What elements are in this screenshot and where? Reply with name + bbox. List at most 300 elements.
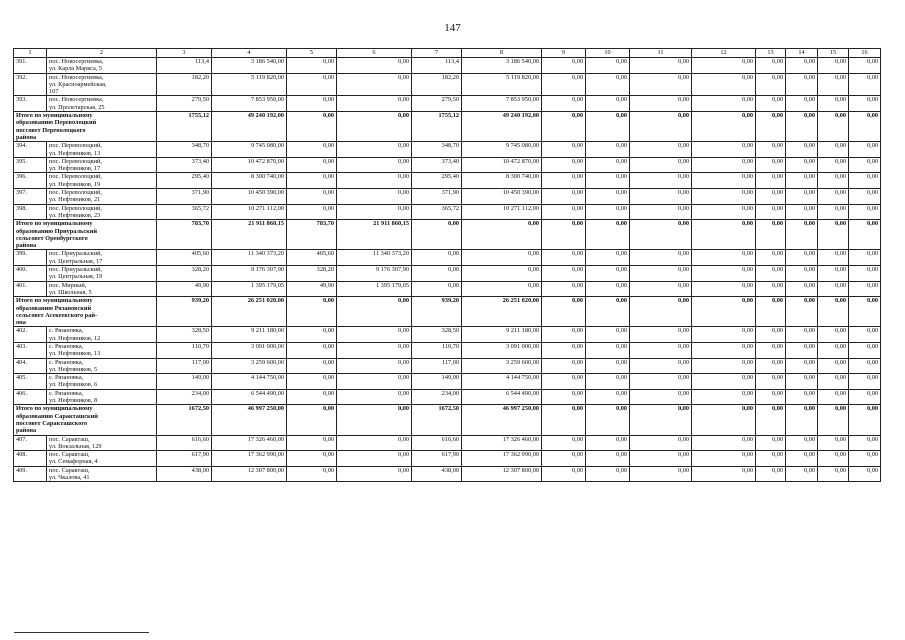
cell-value: 26 251 020,00	[212, 297, 287, 327]
cell-value: 0,00	[287, 96, 337, 112]
cell-value: 0,00	[287, 157, 337, 173]
cell-value: 0,00	[692, 112, 756, 142]
cell-value: 0,00	[756, 342, 786, 358]
cell-value: 113,4	[412, 58, 462, 74]
column-number: 14	[786, 49, 818, 58]
cell-value: 0,00	[786, 342, 818, 358]
cell-value: 9 745 080,00	[462, 142, 542, 158]
cell-value: 0,00	[786, 297, 818, 327]
cell-value: 0,00	[692, 327, 756, 343]
row-number: 397.	[14, 189, 47, 205]
cell-value: 0,00	[542, 389, 586, 405]
column-number: 5	[287, 49, 337, 58]
cell-value: 113,4	[157, 58, 212, 74]
cell-value: 0,00	[818, 142, 849, 158]
cell-value: 0,00	[462, 266, 542, 282]
cell-value: 0,00	[542, 173, 586, 189]
cell-value: 0,00	[337, 142, 412, 158]
cell-value: 117,00	[412, 358, 462, 374]
cell-value: 0,00	[542, 220, 586, 250]
cell-value: 0,00	[692, 220, 756, 250]
cell-value: 0,00	[287, 173, 337, 189]
cell-value: 617,90	[412, 451, 462, 467]
address-cell: с. Рязановка, ул. Нефтяников, 5	[47, 358, 157, 374]
cell-value: 373,40	[157, 157, 212, 173]
cell-value: 0,00	[756, 327, 786, 343]
cell-value: 0,00	[586, 266, 630, 282]
cell-value: 0,00	[756, 250, 786, 266]
cell-value: 0,00	[818, 281, 849, 297]
cell-value: 0,00	[756, 281, 786, 297]
cell-value: 328,20	[157, 266, 212, 282]
cell-value: 6 544 490,00	[462, 389, 542, 405]
cell-value: 279,50	[412, 96, 462, 112]
cell-value: 371,90	[157, 189, 212, 205]
cell-value: 0,00	[849, 466, 881, 482]
cell-value: 0,00	[337, 466, 412, 482]
cell-value: 0,00	[630, 112, 692, 142]
cell-value: 0,00	[542, 204, 586, 220]
cell-value: 7 853 950,00	[212, 96, 287, 112]
cell-value: 0,00	[849, 435, 881, 451]
cell-value: 0,00	[786, 112, 818, 142]
cell-value: 0,00	[692, 96, 756, 112]
cell-value: 5 119 820,00	[462, 73, 542, 96]
cell-value: 1755,12	[412, 112, 462, 142]
cell-value: 0,00	[542, 342, 586, 358]
cell-value: 0,00	[630, 374, 692, 390]
cell-value: 0,00	[849, 405, 881, 435]
cell-value: 616,60	[157, 435, 212, 451]
cell-value: 10 472 870,00	[212, 157, 287, 173]
cell-value: 783,70	[287, 220, 337, 250]
cell-value: 0,00	[337, 157, 412, 173]
cell-value: 365,72	[157, 204, 212, 220]
cell-value: 0,00	[849, 389, 881, 405]
cell-value: 8 300 740,00	[462, 173, 542, 189]
cell-value: 939,20	[412, 297, 462, 327]
cell-value: 0,00	[692, 281, 756, 297]
cell-value: 616,60	[412, 435, 462, 451]
subtotal-label: Итого по муниципальному образованию Переволоцкий поссовет Переволоцкого района	[14, 112, 157, 142]
cell-value: 9 745 080,00	[212, 142, 287, 158]
cell-value: 0,00	[630, 451, 692, 467]
cell-value: 0,00	[630, 96, 692, 112]
address-cell: пос. Новосергиевка, ул. Пролетарская, 25	[47, 96, 157, 112]
cell-value: 0,00	[337, 96, 412, 112]
cell-value: 0,00	[786, 220, 818, 250]
cell-value: 0,00	[337, 451, 412, 467]
table-header-row	[14, 49, 881, 58]
cell-value: 9 211 180,00	[462, 327, 542, 343]
cell-value: 0,00	[692, 157, 756, 173]
cell-value: 21 911 860,15	[212, 220, 287, 250]
cell-value: 0,00	[818, 297, 849, 327]
cell-value: 12 307 800,00	[212, 466, 287, 482]
cell-value: 0,00	[692, 58, 756, 74]
address-cell: пос. Саракташ, ул. Чкалова, 41	[47, 466, 157, 482]
cell-value: 0,00	[756, 96, 786, 112]
cell-value: 0,00	[692, 435, 756, 451]
cell-value: 7 853 950,00	[462, 96, 542, 112]
data-table	[13, 48, 881, 482]
row-number: 408.	[14, 451, 47, 467]
cell-value: 0,00	[542, 374, 586, 390]
address-cell: пос. Приуральский, ул. Центральная, 17	[47, 250, 157, 266]
cell-value: 0,00	[287, 358, 337, 374]
cell-value: 0,00	[692, 73, 756, 96]
row-number: 393.	[14, 96, 47, 112]
cell-value: 0,00	[786, 451, 818, 467]
cell-value: 8 300 740,00	[212, 173, 287, 189]
table-row	[14, 204, 881, 220]
cell-value: 0,00	[630, 189, 692, 205]
cell-value: 110,70	[412, 342, 462, 358]
cell-value: 0,00	[337, 342, 412, 358]
cell-value: 0,00	[786, 250, 818, 266]
cell-value: 328,50	[157, 327, 212, 343]
cell-value: 0,00	[586, 435, 630, 451]
cell-value: 46 997 250,00	[212, 405, 287, 435]
cell-value: 46 997 250,00	[462, 405, 542, 435]
cell-value: 0,00	[412, 266, 462, 282]
cell-value: 0,00	[287, 142, 337, 158]
cell-value: 0,00	[542, 266, 586, 282]
cell-value: 0,00	[692, 250, 756, 266]
row-number: 407.	[14, 435, 47, 451]
cell-value: 0,00	[337, 374, 412, 390]
address-cell: пос. Мирный, ул. Школьная, 5	[47, 281, 157, 297]
cell-value: 0,00	[337, 435, 412, 451]
table-row	[14, 96, 881, 112]
address-cell: пос. Переволоцкий, ул. Нефтяников, 21	[47, 189, 157, 205]
cell-value: 0,00	[586, 73, 630, 96]
cell-value: 3 259 600,00	[212, 358, 287, 374]
table-row	[14, 189, 881, 205]
cell-value: 0,00	[818, 157, 849, 173]
subtotal-row	[14, 297, 881, 327]
cell-value: 0,00	[692, 451, 756, 467]
cell-value: 0,00	[630, 342, 692, 358]
column-number: 13	[756, 49, 786, 58]
cell-value: 0,00	[287, 389, 337, 405]
cell-value: 234,00	[157, 389, 212, 405]
cell-value: 234,00	[412, 389, 462, 405]
cell-value: 0,00	[849, 297, 881, 327]
cell-value: 0,00	[630, 142, 692, 158]
cell-value: 0,00	[630, 173, 692, 189]
cell-value: 0,00	[818, 342, 849, 358]
cell-value: 405,60	[287, 250, 337, 266]
cell-value: 0,00	[786, 466, 818, 482]
table-row	[14, 157, 881, 173]
cell-value: 0,00	[849, 189, 881, 205]
cell-value: 0,00	[849, 250, 881, 266]
table-row	[14, 389, 881, 405]
cell-value: 0,00	[756, 466, 786, 482]
cell-value: 0,00	[586, 451, 630, 467]
cell-value: 438,00	[157, 466, 212, 482]
cell-value: 328,20	[287, 266, 337, 282]
cell-value: 0,00	[756, 405, 786, 435]
cell-value: 0,00	[818, 204, 849, 220]
cell-value: 12 307 800,00	[462, 466, 542, 482]
address-cell: пос. Переволоцкий, ул. Нефтяников, 19	[47, 173, 157, 189]
subtotal-label: Итого по муниципальному образованию Приуральский сельсовет Оренбургского района	[14, 220, 157, 250]
table-row	[14, 342, 881, 358]
cell-value: 0,00	[692, 266, 756, 282]
cell-value: 0,00	[849, 157, 881, 173]
column-number: 4	[212, 49, 287, 58]
cell-value: 0,00	[786, 327, 818, 343]
row-number: 403.	[14, 342, 47, 358]
cell-value: 0,00	[542, 281, 586, 297]
row-number: 399.	[14, 250, 47, 266]
cell-value: 371,90	[412, 189, 462, 205]
cell-value: 17 326 460,00	[462, 435, 542, 451]
cell-value: 0,00	[786, 73, 818, 96]
cell-value: 0,00	[818, 189, 849, 205]
row-number: 405.	[14, 374, 47, 390]
cell-value: 0,00	[786, 405, 818, 435]
cell-value: 0,00	[786, 281, 818, 297]
cell-value: 0,00	[337, 297, 412, 327]
cell-value: 279,50	[157, 96, 212, 112]
cell-value: 49,90	[287, 281, 337, 297]
row-number: 400.	[14, 266, 47, 282]
cell-value: 0,00	[692, 374, 756, 390]
cell-value: 9 211 180,00	[212, 327, 287, 343]
cell-value: 0,00	[786, 142, 818, 158]
row-number: 401.	[14, 281, 47, 297]
cell-value: 0,00	[756, 451, 786, 467]
cell-value: 0,00	[786, 96, 818, 112]
cell-value: 26 251 020,00	[462, 297, 542, 327]
cell-value: 10 271 112,00	[212, 204, 287, 220]
cell-value: 405,60	[157, 250, 212, 266]
cell-value: 0,00	[542, 435, 586, 451]
cell-value: 0,00	[337, 189, 412, 205]
cell-value: 0,00	[818, 451, 849, 467]
cell-value: 3 259 600,00	[462, 358, 542, 374]
table-row	[14, 250, 881, 266]
subtotal-row	[14, 112, 881, 142]
cell-value: 149,00	[157, 374, 212, 390]
column-number: 2	[47, 49, 157, 58]
cell-value: 49 240 192,00	[212, 112, 287, 142]
table-row	[14, 173, 881, 189]
cell-value: 10 450 390,00	[212, 189, 287, 205]
cell-value: 0,00	[586, 466, 630, 482]
cell-value: 0,00	[849, 281, 881, 297]
address-cell: пос. Переволоцкий, ул. Нефтяников, 13	[47, 142, 157, 158]
cell-value: 11 340 373,20	[337, 250, 412, 266]
cell-value: 0,00	[849, 358, 881, 374]
table-row	[14, 358, 881, 374]
column-number: 7	[412, 49, 462, 58]
cell-value: 0,00	[818, 327, 849, 343]
cell-value: 0,00	[630, 157, 692, 173]
cell-value: 0,00	[542, 466, 586, 482]
cell-value: 783,70	[157, 220, 212, 250]
cell-value: 939,20	[157, 297, 212, 327]
cell-value: 0,00	[337, 389, 412, 405]
cell-value: 49,90	[157, 281, 212, 297]
cell-value: 5 119 820,00	[212, 73, 287, 96]
cell-value: 0,00	[542, 451, 586, 467]
cell-value: 0,00	[287, 297, 337, 327]
footnote-separator	[14, 632, 149, 633]
row-number: 395.	[14, 157, 47, 173]
cell-value: 0,00	[542, 112, 586, 142]
cell-value: 0,00	[542, 73, 586, 96]
cell-value: 3 091 000,00	[462, 342, 542, 358]
cell-value: 0,00	[756, 220, 786, 250]
cell-value: 0,00	[786, 58, 818, 74]
cell-value: 0,00	[462, 281, 542, 297]
cell-value: 0,00	[756, 173, 786, 189]
cell-value: 0,00	[586, 220, 630, 250]
cell-value: 0,00	[287, 189, 337, 205]
cell-value: 4 144 750,00	[212, 374, 287, 390]
cell-value: 0,00	[630, 435, 692, 451]
cell-value: 0,00	[630, 281, 692, 297]
cell-value: 0,00	[818, 389, 849, 405]
cell-value: 0,00	[818, 220, 849, 250]
cell-value: 11 340 373,20	[212, 250, 287, 266]
column-number: 12	[692, 49, 756, 58]
cell-value: 0,00	[542, 189, 586, 205]
cell-value: 0,00	[756, 374, 786, 390]
table-row	[14, 58, 881, 74]
cell-value: 0,00	[586, 342, 630, 358]
cell-value: 0,00	[818, 58, 849, 74]
cell-value: 3 186 540,00	[462, 58, 542, 74]
cell-value: 0,00	[692, 142, 756, 158]
cell-value: 0,00	[542, 157, 586, 173]
cell-value: 0,00	[412, 281, 462, 297]
row-number: 402.	[14, 327, 47, 343]
cell-value: 0,00	[630, 466, 692, 482]
cell-value: 0,00	[756, 266, 786, 282]
address-cell: пос. Новосергиевка, ул. Красноармейская, 107	[47, 73, 157, 96]
cell-value: 17 362 990,00	[462, 451, 542, 467]
cell-value: 9 176 307,90	[212, 266, 287, 282]
cell-value: 9 176 307,90	[337, 266, 412, 282]
cell-value: 0,00	[586, 112, 630, 142]
cell-value: 0,00	[786, 173, 818, 189]
cell-value: 0,00	[287, 405, 337, 435]
cell-value: 0,00	[337, 327, 412, 343]
table-row	[14, 435, 881, 451]
cell-value: 0,00	[692, 204, 756, 220]
cell-value: 0,00	[849, 73, 881, 96]
subtotal-label: Итого по муниципальному образованию Саракташский поссовет Саракташского района	[14, 405, 157, 435]
cell-value: 0,00	[756, 142, 786, 158]
cell-value: 0,00	[818, 405, 849, 435]
table-row	[14, 327, 881, 343]
address-cell: пос. Приуральский, ул. Центральная, 19	[47, 266, 157, 282]
cell-value: 0,00	[849, 266, 881, 282]
cell-value: 0,00	[692, 358, 756, 374]
cell-value: 0,00	[756, 112, 786, 142]
cell-value: 0,00	[542, 142, 586, 158]
cell-value: 0,00	[337, 405, 412, 435]
cell-value: 10 271 112,00	[462, 204, 542, 220]
cell-value: 0,00	[692, 342, 756, 358]
cell-value: 0,00	[786, 204, 818, 220]
cell-value: 0,00	[337, 112, 412, 142]
cell-value: 0,00	[412, 250, 462, 266]
row-number: 398.	[14, 204, 47, 220]
cell-value: 10 450 390,00	[462, 189, 542, 205]
cell-value: 0,00	[692, 297, 756, 327]
cell-value: 0,00	[630, 405, 692, 435]
cell-value: 0,00	[586, 96, 630, 112]
cell-value: 0,00	[818, 96, 849, 112]
cell-value: 0,00	[630, 250, 692, 266]
row-number: 391.	[14, 58, 47, 74]
cell-value: 0,00	[849, 327, 881, 343]
cell-value: 365,72	[412, 204, 462, 220]
column-number: 1	[14, 49, 47, 58]
address-cell: с. Рязановка, ул. Нефтяников, 6	[47, 374, 157, 390]
cell-value: 0,00	[756, 297, 786, 327]
cell-value: 0,00	[462, 250, 542, 266]
cell-value: 0,00	[287, 58, 337, 74]
cell-value: 0,00	[692, 173, 756, 189]
cell-value: 0,00	[849, 204, 881, 220]
cell-value: 0,00	[630, 73, 692, 96]
address-cell: пос. Новосергиевка, ул. Карла Маркса, 5	[47, 58, 157, 74]
cell-value: 0,00	[630, 297, 692, 327]
cell-value: 110,70	[157, 342, 212, 358]
cell-value: 0,00	[337, 173, 412, 189]
cell-value: 0,00	[287, 451, 337, 467]
cell-value: 0,00	[586, 189, 630, 205]
address-cell: с. Рязановка, ул. Нефтяников, 8	[47, 389, 157, 405]
subtotal-row	[14, 405, 881, 435]
column-number: 16	[849, 49, 881, 58]
table-row	[14, 281, 881, 297]
cell-value: 0,00	[849, 220, 881, 250]
cell-value: 0,00	[630, 220, 692, 250]
cell-value: 0,00	[630, 204, 692, 220]
address-cell: пос. Переволоцкий, ул. Нефтяников, 17	[47, 157, 157, 173]
table-row	[14, 266, 881, 282]
cell-value: 0,00	[542, 250, 586, 266]
cell-value: 0,00	[287, 327, 337, 343]
cell-value: 0,00	[786, 157, 818, 173]
cell-value: 0,00	[287, 73, 337, 96]
cell-value: 0,00	[849, 342, 881, 358]
cell-value: 0,00	[586, 389, 630, 405]
cell-value: 0,00	[542, 58, 586, 74]
cell-value: 0,00	[786, 358, 818, 374]
table-row	[14, 451, 881, 467]
cell-value: 0,00	[287, 112, 337, 142]
cell-value: 1 395 179,05	[337, 281, 412, 297]
cell-value: 0,00	[542, 358, 586, 374]
cell-value: 0,00	[586, 204, 630, 220]
cell-value: 0,00	[692, 189, 756, 205]
cell-value: 3 186 540,00	[212, 58, 287, 74]
cell-value: 0,00	[786, 374, 818, 390]
cell-value: 0,00	[756, 435, 786, 451]
cell-value: 0,00	[586, 142, 630, 158]
cell-value: 0,00	[849, 112, 881, 142]
cell-value: 1 395 179,05	[212, 281, 287, 297]
